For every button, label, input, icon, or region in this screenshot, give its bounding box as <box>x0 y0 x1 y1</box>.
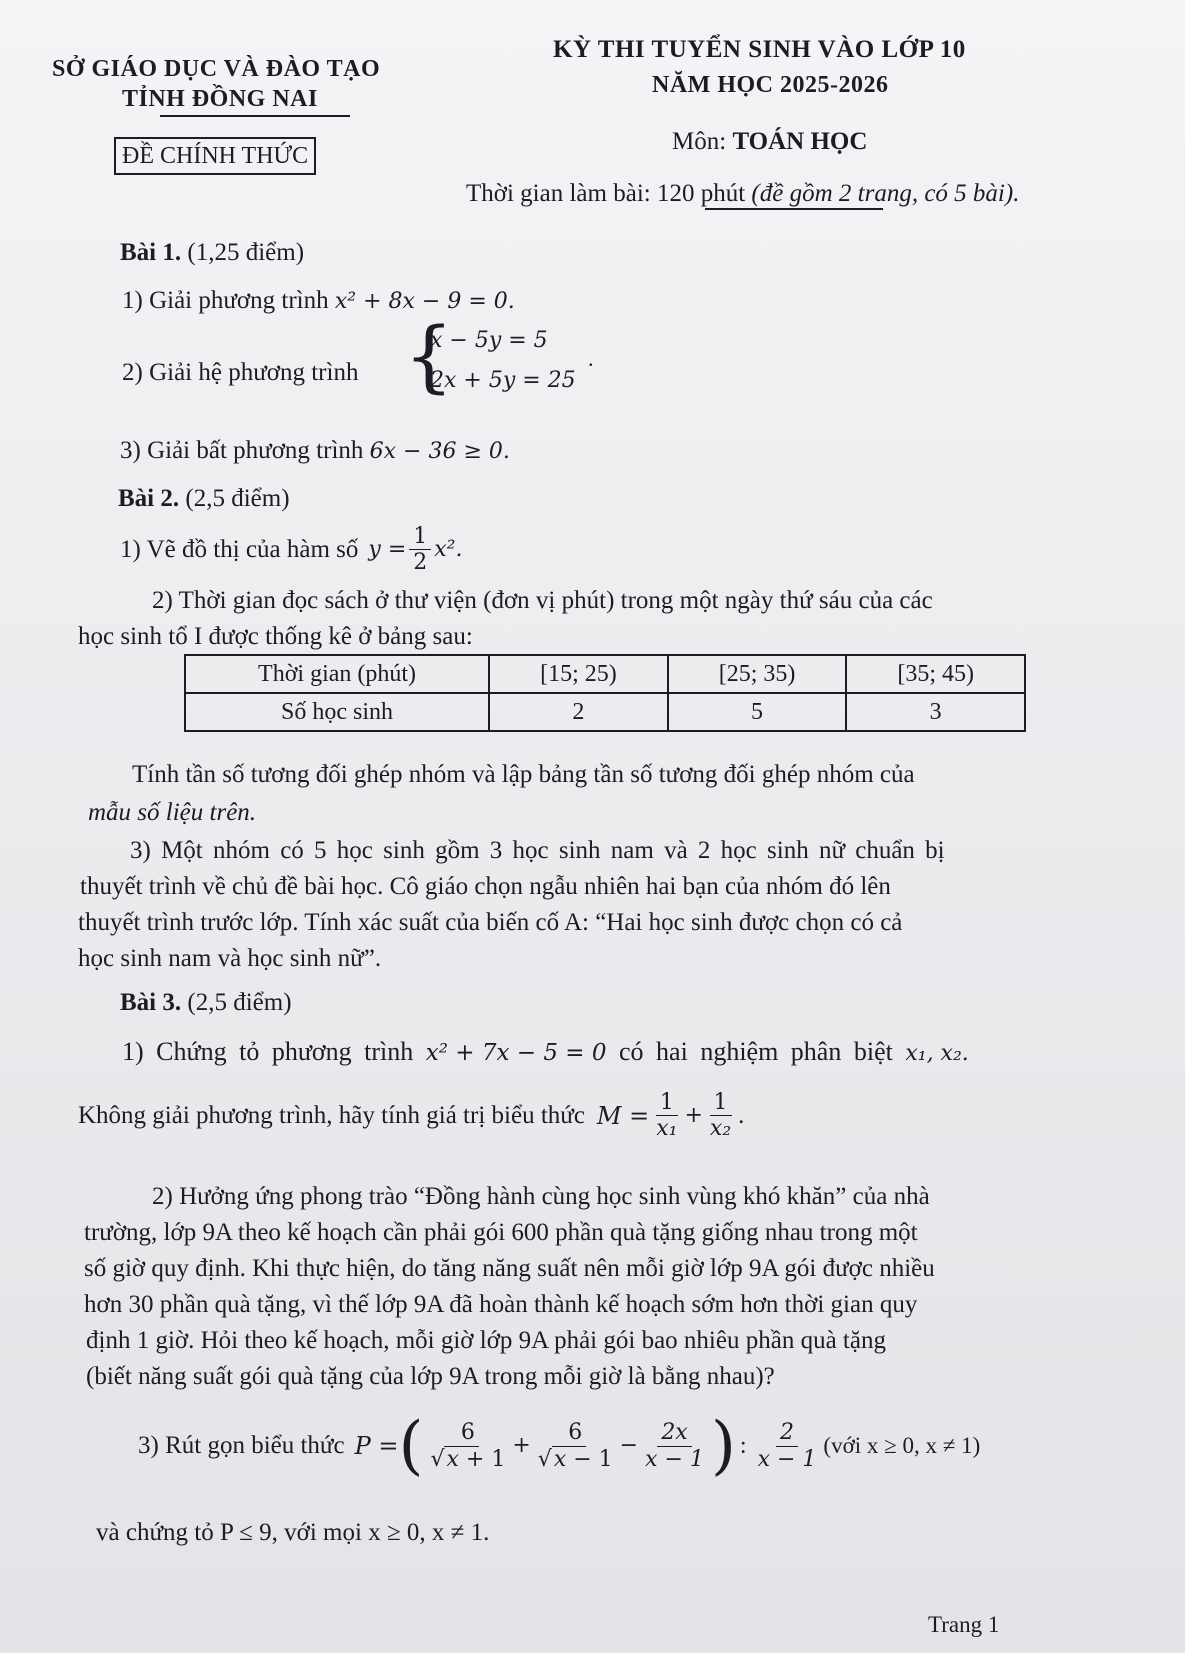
bai3-q3-line1 <box>138 1409 981 1483</box>
bai3-q1-tail: có hai nghiệm phân biệt <box>619 1037 893 1066</box>
bai3-q2-line1: 2) Hưởng ứng phong trào “Đồng hành cùng học sinh vùng khó khăn” của nhà <box>152 1183 930 1210</box>
bai2-q3-line2: thuyết trình về chủ đề bài học. Cô giáo chọn ngẫu nhiên hai bạn của nhóm đó lên <box>80 873 891 900</box>
time-underline <box>705 208 883 210</box>
bai2-q3-line4: học sinh nam và học sinh nữ”. <box>78 945 382 972</box>
bai1-q3-math: 6x − 36 ≥ 0. <box>369 439 510 464</box>
bai3-q1-f1-den: x₁ <box>656 1116 678 1142</box>
official-label: ĐỀ CHÍNH THỨC <box>114 137 316 175</box>
bai3-q3-frac2 <box>534 1420 617 1472</box>
table-cell: [35; 45) <box>846 655 1025 693</box>
exam-title: KỲ THI TUYỂN SINH VÀO LỚP 10 <box>553 36 966 63</box>
bai1-q1-math: x² + 8x − 9 = 0. <box>334 289 515 314</box>
bai2-q1-num: 1 <box>409 524 431 550</box>
bai3-q1-end: . <box>738 1101 745 1129</box>
bai3-q3-f2-den: √x − 1 <box>537 1446 613 1472</box>
bai2-points: (2,5 điểm) <box>185 485 290 512</box>
table-cell: [15; 25) <box>489 655 668 693</box>
bai2-q2-line1: 2) Thời gian đọc sách ở thư viện (đơn vị phút) trong một ngày thứ sáu của các <box>152 587 933 614</box>
bai3-title: Bài 3. <box>120 989 182 1016</box>
bai3-q3-frac1 <box>426 1420 509 1472</box>
bai3-q1-text: 1) Chứng tỏ phương trình <box>122 1037 414 1066</box>
bai3-q2-line3: số giờ quy định. Khi thực hiện, do tăng năng suất nên mỗi giờ lớp 9A gói được nhiều <box>84 1255 935 1282</box>
bai2-q2-after1: Tính tần số tương đối ghép nhóm và lập bảng tần số tương đối ghép nhóm của <box>132 761 915 788</box>
bai3-q1-line2 <box>78 1090 744 1142</box>
bai3-q1-f1-num: 1 <box>656 1090 678 1116</box>
bai2-q3-line3: thuyết trình trước lớp. Tính xác suất của biến cố A: “Hai học sinh được chọn có cả <box>78 909 903 936</box>
bai1-q3 <box>120 434 510 468</box>
header-underline <box>160 115 350 117</box>
table-row <box>185 655 1025 693</box>
bai3-q3-P: P = <box>354 1431 399 1460</box>
bai3-q3-line2: và chứng tỏ P ≤ 9, với mọi x ≥ 0, x ≠ 1. <box>96 1519 490 1546</box>
bai3-q1-frac2 <box>706 1090 735 1142</box>
bai3-q2-line5: định 1 giờ. Hỏi theo kế hoạch, mỗi giờ lớp 9A phải gói bao nhiêu phần quà tặng <box>86 1327 886 1354</box>
bai3-q3-condition: (với x ≥ 0, x ≠ 1) <box>823 1433 981 1459</box>
bai1-heading <box>120 236 304 270</box>
bai1-q1-text: 1) Giải phương trình <box>122 287 329 314</box>
bai3-q3-f3-den: x − 1 <box>645 1446 704 1472</box>
time-note: (đề gồm 2 trang, có 5 bài). <box>751 180 1020 207</box>
bai2-q1-lhs: y = <box>368 536 407 562</box>
bai3-q3-f1-den: √x + 1 <box>430 1446 506 1472</box>
bai3-q1-plus: + <box>684 1102 703 1128</box>
department-line2: TỈNH ĐỒNG NAI <box>122 86 318 112</box>
bai3-q3-frac4 <box>754 1420 821 1472</box>
bai2-title: Bài 2. <box>118 485 180 512</box>
bai3-q3-f1-tail: + 1 <box>465 1446 506 1472</box>
bai3-q2-line4: hơn 30 phần quà tặng, vì thế lớp 9A đã hoàn thành kế hoạch sớm hơn thời gian quy <box>84 1291 918 1318</box>
table-cell: Thời gian (phút) <box>185 655 489 693</box>
table-cell: [25; 35) <box>668 655 847 693</box>
subject-label: Môn: <box>672 128 727 155</box>
bai1-q2-end: . <box>588 346 594 371</box>
table-cell: 5 <box>668 693 847 731</box>
bai2-q1-fraction <box>409 524 431 576</box>
bai3-q1-line2-text: Không giải phương trình, hãy tính giá trị biểu thức <box>78 1101 585 1129</box>
system-brace: { <box>404 312 454 402</box>
bai2-q2-line2: học sinh tổ I được thống kê ở bảng sau: <box>78 623 473 650</box>
bai2-q1-den: 2 <box>413 550 428 576</box>
bai3-q3-f2-num: 6 <box>564 1420 586 1446</box>
table-cell: 3 <box>846 693 1025 731</box>
bai3-heading <box>120 986 292 1020</box>
time-prefix: Thời gian làm bài: <box>466 180 651 207</box>
time-line <box>466 180 1019 208</box>
bai3-q3-plus: + <box>512 1433 531 1459</box>
bai3-q3-rparen: ) <box>710 1409 736 1483</box>
bai3-q1-f2-den: x₂ <box>709 1116 732 1142</box>
bai2-q1 <box>120 524 462 576</box>
bai2-q3-line1: 3) Một nhóm có 5 học sinh gồm 3 học sinh nam và 2 học sinh nữ chuẩn bị <box>130 837 945 864</box>
bai1-q2-text: 2) Giải hệ phương trình <box>122 359 359 386</box>
bai1-q2-eq2: 2x + 5y = 25 <box>430 368 576 393</box>
bai3-q1-roots: x₁, x₂. <box>905 1041 969 1066</box>
bai3-q1-frac1 <box>652 1090 681 1142</box>
bai1-q1 <box>122 284 515 318</box>
bai1-q3-text: 3) Giải bất phương trình <box>120 437 364 464</box>
bai3-q3-lparen: ( <box>398 1409 424 1483</box>
department-line1: SỞ GIÁO DỤC VÀ ĐÀO TẠO <box>52 56 381 82</box>
bai3-q3-f4-num: 2 <box>776 1420 798 1446</box>
bai3-q3-text: 3) Rút gọn biểu thức <box>138 1432 345 1460</box>
table-cell: 2 <box>489 693 668 731</box>
bai3-q3-f1-root: x <box>446 1446 459 1472</box>
bai3-q3-frac3 <box>641 1420 708 1472</box>
time-value: 120 phút <box>656 180 746 207</box>
bai1-q2-eq1: x − 5y = 5 <box>430 328 548 353</box>
bai3-q1-line1 <box>122 1034 969 1069</box>
bai3-q1-math: x² + 7x − 5 = 0 <box>425 1040 607 1066</box>
table-cell: Số học sinh <box>185 693 489 731</box>
bai1-points: (1,25 điểm) <box>187 239 305 266</box>
bai3-q2-line6: (biết năng suất gói quà tặng của lớp 9A trong mỗi giờ là bằng nhau)? <box>86 1363 775 1390</box>
bai3-q3-f3-num: 2x <box>657 1420 691 1446</box>
table-row <box>185 693 1025 731</box>
bai2-q2-after2: mẫu số liệu trên. <box>88 799 257 826</box>
bai3-q3-f2-root: x <box>553 1446 567 1472</box>
bai3-q1-f2-num: 1 <box>710 1090 732 1116</box>
bai3-q3-minus: − <box>619 1433 639 1459</box>
subject-line <box>672 128 867 156</box>
bai3-q3-f1-num: 6 <box>457 1420 479 1446</box>
bai1-title: Bài 1. <box>120 239 182 266</box>
bai3-q3-colon: : <box>739 1432 747 1459</box>
bai2-q1-rhs: x². <box>434 536 463 562</box>
school-year: NĂM HỌC 2025-2026 <box>652 72 889 98</box>
bai3-q2-line2: trường, lớp 9A theo kế hoạch cần phải gói 600 phần quà tặng giống nhau trong một <box>84 1219 918 1246</box>
bai3-q3-f2-tail: − 1 <box>573 1446 613 1472</box>
subject-name: TOÁN HỌC <box>732 128 868 155</box>
bai2-heading <box>118 482 290 516</box>
bai3-q1-M: M = <box>596 1101 650 1130</box>
bai2-q1-text: 1) Vẽ đồ thị của hàm số <box>120 535 359 563</box>
page-number: Trang 1 <box>928 1612 1000 1637</box>
bai3-points: (2,5 điểm) <box>187 989 292 1016</box>
bai3-q3-f4-den: x − 1 <box>757 1446 817 1472</box>
frequency-table <box>184 654 1026 732</box>
